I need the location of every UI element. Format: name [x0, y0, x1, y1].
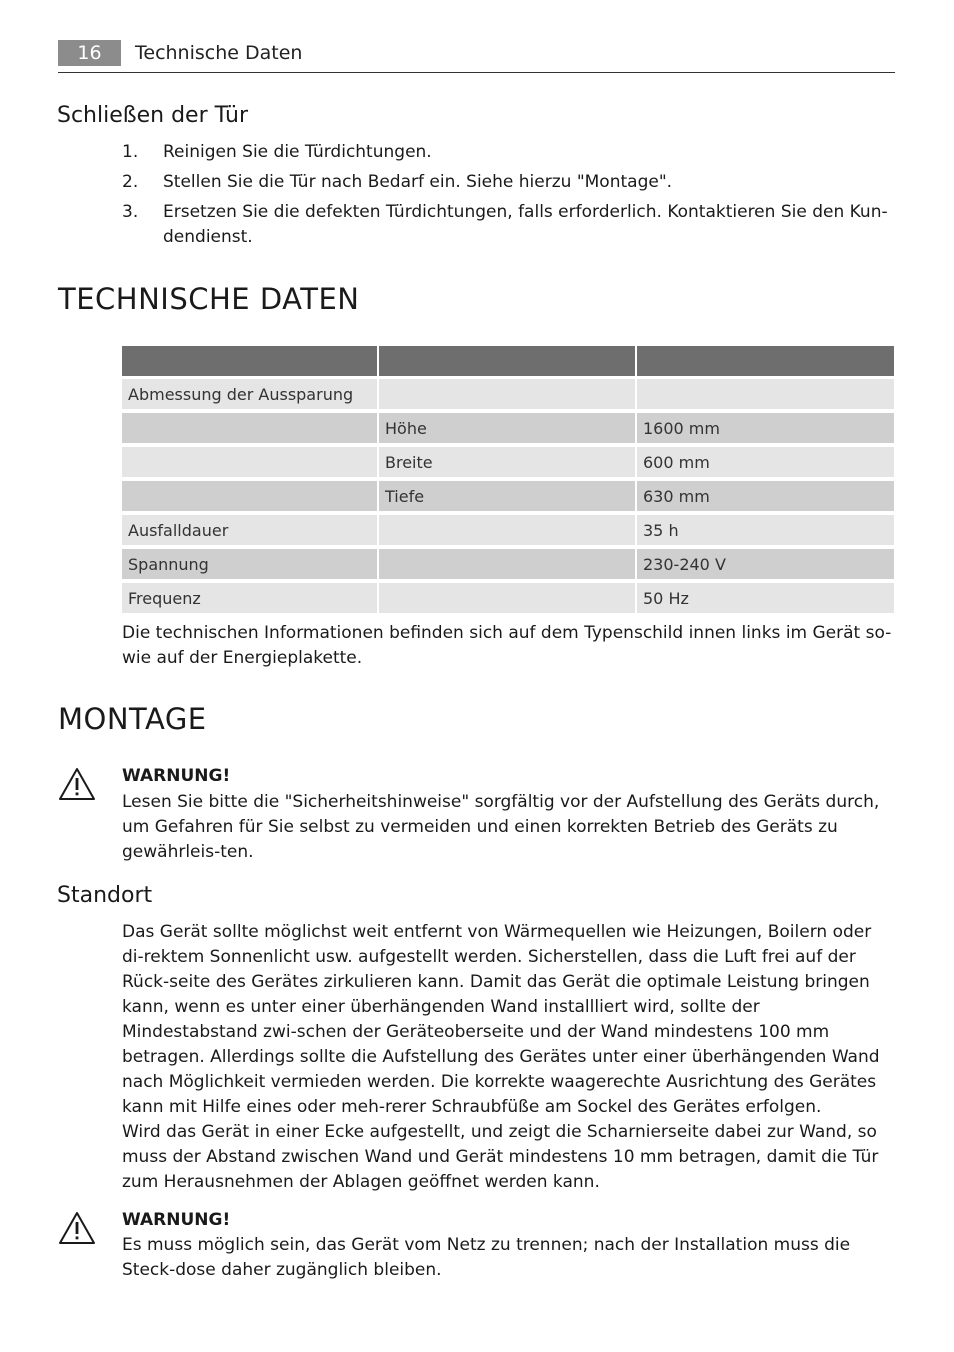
table-row — [122, 583, 894, 617]
header-title: Technische Daten — [135, 42, 303, 64]
table-cell: 630 mm — [637, 481, 894, 515]
table-row — [122, 515, 894, 549]
table-cell — [637, 379, 894, 413]
technical-data-table — [122, 346, 894, 617]
step-text: Ersetzen Sie die defekten Türdichtungen, falls erforderlich. Kontaktieren Sie den Kun-dendienst. — [163, 202, 888, 247]
warning-title: WARNUNG! — [122, 766, 231, 786]
table-cell: 50 Hz — [637, 583, 894, 617]
table-cell: Abmessung der Aussparung — [122, 379, 379, 413]
heading-door-closing: Schließen der Tür — [57, 103, 249, 128]
table-cell — [379, 379, 637, 413]
table-cell: Tiefe — [379, 481, 637, 515]
step-text: Reinigen Sie die Türdichtungen. — [163, 142, 432, 162]
table-header-cell — [122, 346, 379, 379]
table-cell: 1600 mm — [637, 413, 894, 447]
warning-text: Lesen Sie bitte die "Sicherheitshinweise" sorgfältig vor der Aufstellung des Geräts durch, um Gefahren für Sie selbst zu vermeiden und einen korrekten Betrieb des Geräts zu gewährleis-ten. — [122, 792, 880, 862]
table-cell — [379, 549, 637, 583]
table-header-row — [122, 346, 894, 379]
heading-technical-data: TECHNISCHE DATEN — [58, 282, 360, 316]
warning-text: Es muss möglich sein, das Gerät vom Netz zu trennen; nach der Installation muss die Steck-dose daher zugänglich bleiben. — [122, 1235, 851, 1280]
table-row — [122, 413, 894, 447]
table-cell — [122, 447, 379, 481]
table-cell: 600 mm — [637, 447, 894, 481]
table-cell — [122, 413, 379, 447]
step-number: 3. — [122, 202, 139, 222]
step-number: 2. — [122, 172, 139, 192]
heading-standort: Standort — [57, 883, 153, 908]
table-cell: Breite — [379, 447, 637, 481]
page-number: 16 — [58, 40, 121, 66]
table-cell — [379, 515, 637, 549]
step-number: 1. — [122, 142, 139, 162]
table-row — [122, 379, 894, 413]
warning-triangle-icon — [58, 767, 96, 801]
table-cell: 230-240 V — [637, 549, 894, 583]
list-item — [122, 170, 892, 195]
page-header — [58, 40, 895, 73]
list-item — [122, 140, 892, 165]
standort-paragraph-2: Wird das Gerät in einer Ecke aufgestellt, und zeigt die Scharnierseite dabei zur Wand, so muss der Abstand zwischen Wand und Gerät mindestens 10 mm betragen, damit die Tür zum Herausnehmen der Ablagen geöffnet werden kann. — [122, 1122, 879, 1192]
table-header-cell — [379, 346, 637, 379]
steps-list — [122, 140, 892, 255]
table-cell — [379, 583, 637, 617]
warning-triangle-icon — [58, 1211, 96, 1245]
table-row — [122, 549, 894, 583]
step-text: Stellen Sie die Tür nach Bedarf ein. Siehe hierzu "Montage". — [163, 172, 673, 192]
technical-info-note: Die technischen Informationen befinden sich auf dem Typenschild innen links im Gerät so-wie auf der Energieplakette. — [122, 623, 892, 668]
table-cell: Ausfalldauer — [122, 515, 379, 549]
warning-title: WARNUNG! — [122, 1210, 231, 1230]
table-row — [122, 481, 894, 515]
heading-montage: MONTAGE — [58, 702, 207, 736]
table-header-cell — [637, 346, 894, 379]
table-cell — [122, 481, 379, 515]
list-item — [122, 200, 892, 250]
table-cell: Frequenz — [122, 583, 379, 617]
table-cell: Spannung — [122, 549, 379, 583]
table-cell: 35 h — [637, 515, 894, 549]
standort-paragraph-1: Das Gerät sollte möglichst weit entfernt von Wärmequellen wie Heizungen, Boilern oder di-rektem Sonnenlicht usw. aufgestellt werden. Sicherstellen, dass die Luft frei auf der Rück-seite des Gerätes zirkulieren kann. Damit das Gerät die optimale Leistung bringen kann, wenn es unter einer überhängenden Wand installliert wird, sollte der Mindestabstand zwi-schen der Geräteoberseite und der Wand mindestens 100 mm betragen. Allerdings sollte die Aufstellung des Gerätes unter einer überhängenden Wand nach Möglichkeit vermieden werden. Die korrekte waagerechte Ausrichtung des Gerätes kann mit Hilfe eines oder meh-rerer Schraubfüße am Sockel des Gerätes erfolgen. — [122, 922, 880, 1117]
table-row — [122, 447, 894, 481]
table-cell: Höhe — [379, 413, 637, 447]
